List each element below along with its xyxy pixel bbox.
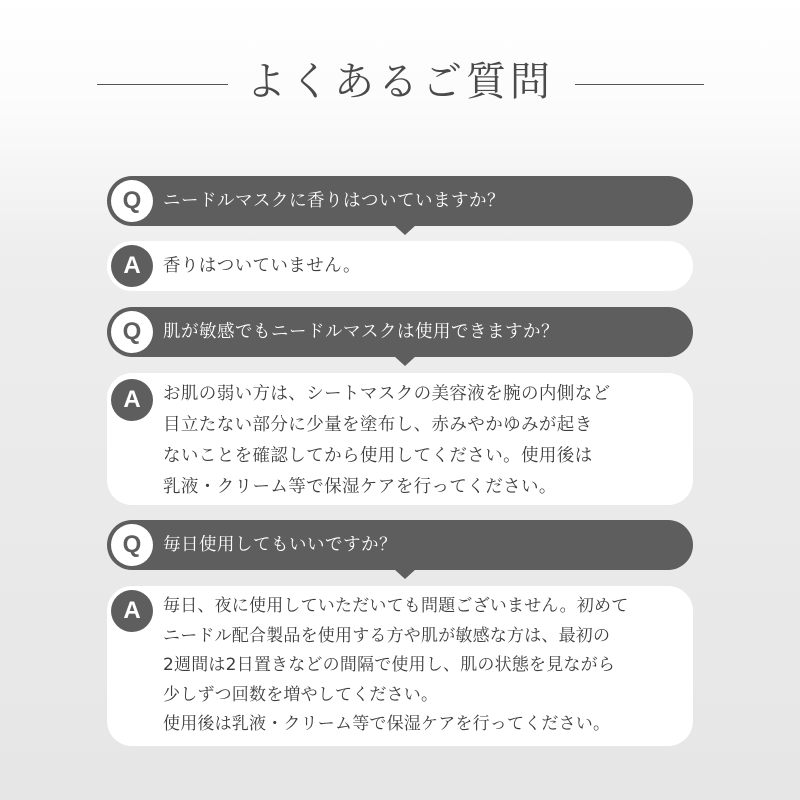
- faq-question-2: [107, 307, 693, 357]
- question-badge-icon: Q: [111, 180, 153, 222]
- question-text: 肌が敏感でもニードルマスクは使用できますか？: [163, 322, 559, 342]
- faq-question-1: [107, 176, 693, 226]
- page-title: よくあるご質問: [246, 59, 554, 105]
- faq-question-3: [107, 520, 693, 570]
- header-left-rule: [97, 84, 228, 85]
- faq-header: [0, 52, 800, 112]
- answer-text: 香りはついていません。: [163, 256, 361, 276]
- question-badge-icon: Q: [111, 311, 153, 353]
- question-pointer: [394, 569, 416, 579]
- answer-badge-icon: A: [111, 379, 153, 421]
- question-text: 毎日使用してもいいですか？: [163, 535, 397, 555]
- faq-answer-2: [107, 373, 693, 505]
- faq-answer-1: [107, 241, 693, 291]
- answer-text: お肌の弱い方は、シートマスクの美容液を腕の内側など 目立たない部分に少量を塗布し、赤みやかゆみが起き ないことを確認してから使用してください。使用後は 乳液・クリーム等で保湿ケアを行ってください。: [163, 384, 611, 497]
- answer-text: 毎日、夜に使用していただいても問題ございません。初めて ニードル配合製品を使用する方や肌が敏感な方は、最初の 2週間は2日置きなどの間隔で使用し、肌の状態を見ながら 少しずつ回数を増やしてください。 使用後は乳液・クリーム等で保湿ケアを行ってください。: [163, 596, 629, 735]
- faq-answer-3: [107, 586, 693, 746]
- header-right-rule: [575, 84, 704, 85]
- question-pointer: [394, 225, 416, 235]
- question-text: ニードルマスクに香りはついていますか？: [163, 191, 505, 211]
- answer-badge-icon: A: [111, 245, 153, 287]
- question-pointer: [394, 356, 416, 366]
- question-badge-icon: Q: [111, 524, 153, 566]
- answer-badge-icon: A: [111, 590, 153, 632]
